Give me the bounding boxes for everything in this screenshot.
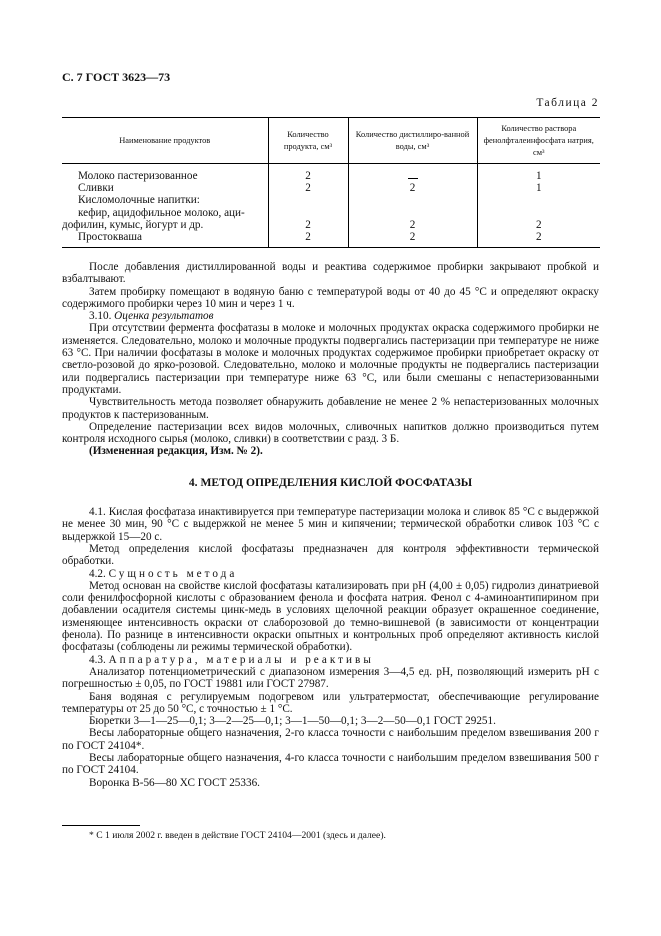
product-name-line: кефир, ацидофильное молоко, аци- [78,206,245,219]
section-number: 4.2. [89,567,106,580]
table-row [62,164,600,183]
section-title: Сущность метода [108,567,238,580]
dash-mark [408,178,418,179]
water-amount: 2 [348,194,477,231]
table-row [62,182,600,194]
section-title: Аппаратура, материалы и реактивы [108,653,374,666]
section-heading-4-3 [62,654,599,666]
table-row [62,194,600,231]
table-row [62,231,600,248]
paragraph: Баня водяная с регулируемым подогревом или ультратермостат, обеспечивающие регулирование температуры от 25 до 50 °С, с точностью ± 1 °С. [62,690,599,715]
paragraph: После добавления дистиллированной воды и реактива содержимое пробирки закрывают пробкой и взбалтывают. [62,261,599,286]
product-amount: 2 [268,231,348,248]
body-text [62,261,599,789]
paragraph: Чувствительность метода позволяет обнаружить добавление не менее 2 % непастеризованных молочных продуктов к пастеризованным. [62,396,599,421]
table-header-row [62,118,600,164]
section-heading-3-10 [62,310,599,322]
section-number: 3.10. [89,310,112,323]
product-amount: 2 [268,194,348,231]
water-amount [348,164,477,183]
product-name-line: Кисломолочные напитки: [78,194,200,207]
page-header: С. 7 ГОСТ 3623—73 [62,70,171,84]
reagent-amount: 1 [477,182,600,194]
footnote: * С 1 июля 2002 г. введен в действие ГОСТ 24104—2001 (здесь и далее). [89,830,386,841]
product-name: Простокваша [62,231,268,248]
section-title-4: 4. МЕТОД ОПРЕДЕЛЕНИЯ КИСЛОЙ ФОСФАТАЗЫ [188,475,473,489]
paragraph: 4.1. Кислая фосфатаза инактивируется при температуре пастеризации молока и сливок 85 °С с выдержкой не менее 30 мин, 90 °С с выдержкой не менее 5 мин и кипячении; термической обработки сливок 103 °С с выдержкой 15—20 с. [62,506,599,543]
section-heading-4-2 [62,568,599,580]
paragraph: Затем пробирку помещают в водяную баню с температурой воды от 40 до 45 °С и определяют окраску содержимого пробирки через 10 мин и через 1 ч. [62,285,599,310]
product-name: Молоко пастеризованное [78,170,198,182]
column-header: Наименование продуктов [62,118,268,164]
product-name [62,194,268,231]
product-name: Сливки [78,182,114,195]
paragraph: Анализатор потенциометрический с диапазоном измерения 3—4,5 ед. pH, позволяющий измерить pH с погрешностью ± 0,05, по ГОСТ 19881 или ГОСТ 27987. [62,665,599,691]
section-title: Оценка результатов [114,310,214,323]
paragraph: Бюретки 3—1—25—0,1; 3—2—25—0,1; 3—1—50—0,1; 3—2—50—0,1 ГОСТ 29251. [89,715,496,728]
reagent-amount: 2 [477,194,600,231]
paragraph: Весы лабораторные общего назначения, 2-го класса точности с наибольшим пределом взвешивания 200 г по ГОСТ 24104*. [62,727,599,752]
table-caption: Таблица 2 [536,97,599,109]
reagent-amount: 1 [477,164,600,183]
column-header: Количество продукта, см³ [268,118,348,164]
reagent-amount: 2 [477,231,600,248]
water-amount: 2 [348,231,477,248]
paragraph: Воронка В-56—80 ХС ГОСТ 25336. [89,776,260,789]
paragraph: Метод определения кислой фосфатазы предназначен для контроля эффективности термической обработки. [62,542,599,568]
product-amount: 2 [268,164,348,183]
paragraph: При отсутствии фермента фосфатазы в молоке и молочных продуктах окраска содержимого пробирки не изменяется. Следовательно, молоко и молочные продукты подвергались пастеризации при температуре не ниже 63 °С. При наличии фосфатазы в молоке и молочных продуктах содержимое пробирки приобретает окраску от светло-розовой до ярко-розовой. Следовательно, молоко и молочные продукты не подвергались пастеризации или подвергались пастеризации при температуре ниже 63 °С, или были смешаны с непастеризованными продуктами. [62,322,599,396]
product-name-line: дофилин, кумыс, йогурт и др. [62,218,204,231]
product-amount: 2 [268,182,348,194]
section-number: 4.3. [89,653,106,666]
paragraph: Определение пастеризации всех видов молочных, сливочных напитков должно производиться путем контроля исходного сырья (молоко, сливки) в соответствии с разд. 3 Б. [62,420,599,446]
amendment-note: (Измененная редакция, Изм. № 2). [89,445,263,458]
water-amount: 2 [348,182,477,194]
column-header: Количество дистиллиро-ванной воды, см³ [348,118,477,164]
column-header: Количество раствора фенолфталеинфосфата натрия, см³ [477,118,600,164]
data-table [62,117,600,248]
paragraph: Весы лабораторные общего назначения, 4-го класса точности с наибольшим пределом взвешивания 500 г по ГОСТ 24104. [62,751,599,777]
paragraph: Метод основан на свойстве кислой фосфатазы катализировать при pH (4,00 ± 0,05) гидролиз динатриевой соли фенилфосфорной кислоты с образованием фенола и фосфата натрия. Фенол с 4-аминоантипирином при добавлении осадителя системы цинк-медь в условиях щелочной реакции образует окрашенное соединение, изменяющее интенсивность окраски от слаборозовой до темно-вишневой (в зависимости от концентрации фенола). По разнице в интенсивности окраски опытных и контрольных проб определяют активность кислой фосфатазы (соблюдены ли режимы термической обработки). [62,579,599,654]
footnote-rule [62,825,140,826]
